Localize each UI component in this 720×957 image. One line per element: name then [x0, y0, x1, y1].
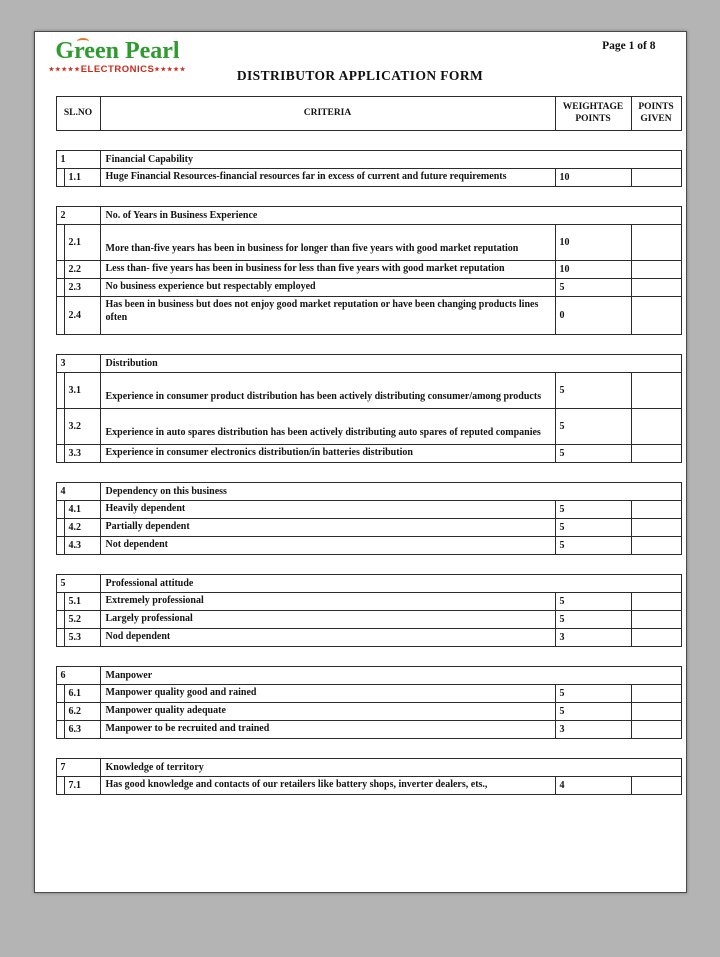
row-spacer-cell — [56, 685, 64, 703]
row-points-cell — [631, 721, 681, 739]
row-weightage: 10 — [555, 169, 631, 187]
row-spacer-cell — [56, 703, 64, 721]
criteria-row — [56, 519, 681, 537]
row-points-cell — [631, 685, 681, 703]
criteria-row — [56, 445, 681, 463]
row-spacer-cell — [56, 225, 64, 261]
row-spacer-cell — [56, 445, 64, 463]
row-points-cell — [631, 225, 681, 261]
stars-right-icon: ★★★★★ — [154, 67, 187, 73]
row-weightage: 5 — [555, 537, 631, 555]
document-page — [34, 31, 687, 893]
row-criteria: No business experience but respectably employed — [100, 279, 555, 297]
row-weightage: 3 — [555, 629, 631, 647]
criteria-row — [56, 721, 681, 739]
row-weightage: 10 — [555, 261, 631, 279]
criteria-row — [56, 537, 681, 555]
section-number: 2 — [56, 207, 100, 225]
row-criteria: Nod dependent — [100, 629, 555, 647]
row-weightage: 5 — [555, 685, 631, 703]
row-criteria: Not dependent — [100, 537, 555, 555]
criteria-row — [56, 703, 681, 721]
criteria-row — [56, 685, 681, 703]
form-title: DISTRIBUTOR APPLICATION FORM — [236, 68, 484, 83]
row-weightage: 5 — [555, 279, 631, 297]
row-criteria: Experience in consumer electronics distribution/in batteries distribution — [100, 445, 555, 463]
criteria-row — [56, 297, 681, 335]
section-table — [56, 354, 682, 463]
row-weightage: 4 — [555, 777, 631, 795]
row-spacer-cell — [56, 519, 64, 537]
section-table — [56, 574, 682, 647]
row-spacer-cell — [56, 629, 64, 647]
criteria-row — [56, 777, 681, 795]
section-number: 7 — [56, 759, 100, 777]
logo-text: Green Pearl — [55, 38, 180, 64]
row-points-cell — [631, 373, 681, 409]
row-number: 3.3 — [64, 445, 100, 463]
section-title: No. of Years in Business Experience — [100, 207, 681, 225]
section-table — [56, 482, 682, 555]
row-criteria: Manpower quality adequate — [100, 703, 555, 721]
row-criteria: Heavily dependent — [100, 501, 555, 519]
row-criteria: Has been in business but does not enjoy good market reputation or have been changing products lines often — [100, 297, 555, 335]
row-points-cell — [631, 629, 681, 647]
row-number: 5.1 — [64, 593, 100, 611]
row-spacer-cell — [56, 537, 64, 555]
row-number: 3.1 — [64, 373, 100, 409]
row-spacer-cell — [56, 261, 64, 279]
row-number: 5.2 — [64, 611, 100, 629]
row-weightage: 10 — [555, 225, 631, 261]
row-spacer-cell — [56, 169, 64, 187]
section-header-row — [56, 151, 681, 169]
row-number: 5.3 — [64, 629, 100, 647]
sections — [56, 150, 679, 795]
row-weightage: 0 — [555, 297, 631, 335]
criteria-row — [56, 279, 681, 297]
section-table — [56, 150, 682, 187]
row-weightage: 5 — [555, 593, 631, 611]
row-weightage: 5 — [555, 703, 631, 721]
section-title: Dependency on this business — [100, 483, 681, 501]
row-spacer-cell — [56, 501, 64, 519]
row-criteria: Extremely professional — [100, 593, 555, 611]
criteria-row — [56, 611, 681, 629]
logo-subtitle-text: ELECTRONICS — [80, 64, 155, 75]
section-number: 6 — [56, 667, 100, 685]
row-number: 4.2 — [64, 519, 100, 537]
header-slno: SL.NO — [56, 97, 100, 131]
section-table — [56, 758, 682, 795]
row-points-cell — [631, 611, 681, 629]
row-spacer-cell — [56, 777, 64, 795]
header-row — [56, 97, 681, 131]
stars-left-icon: ★★★★★ — [48, 67, 81, 73]
row-spacer-cell — [56, 297, 64, 335]
row-criteria: Manpower to be recruited and trained — [100, 721, 555, 739]
row-number: 2.4 — [64, 297, 100, 335]
row-points-cell — [631, 777, 681, 795]
row-weightage: 5 — [555, 373, 631, 409]
section-title: Knowledge of territory — [100, 759, 681, 777]
row-number: 2.1 — [64, 225, 100, 261]
row-points-cell — [631, 409, 681, 445]
row-points-cell — [631, 501, 681, 519]
row-criteria: More than-five years has been in business for longer than five years with good market reputation — [100, 225, 555, 261]
row-points-cell — [631, 519, 681, 537]
section-header-row — [56, 207, 681, 225]
row-number: 4.1 — [64, 501, 100, 519]
section-title: Professional attitude — [100, 575, 681, 593]
header-points-given: POINTS GIVEN — [631, 97, 681, 131]
tables-area — [56, 96, 679, 795]
row-number: 4.3 — [64, 537, 100, 555]
row-spacer-cell — [56, 611, 64, 629]
section-header-row — [56, 667, 681, 685]
row-spacer-cell — [56, 279, 64, 297]
row-points-cell — [631, 261, 681, 279]
criteria-row — [56, 629, 681, 647]
section-header-row — [56, 575, 681, 593]
row-number: 7.1 — [64, 777, 100, 795]
row-criteria: Experience in consumer product distribution has been actively distributing consumer/among products — [100, 373, 555, 409]
row-points-cell — [631, 703, 681, 721]
row-number: 6.1 — [64, 685, 100, 703]
row-spacer-cell — [56, 593, 64, 611]
criteria-row — [56, 593, 681, 611]
row-points-cell — [631, 297, 681, 335]
row-number: 2.2 — [64, 261, 100, 279]
section-header-row — [56, 483, 681, 501]
section-number: 5 — [56, 575, 100, 593]
criteria-row — [56, 409, 681, 445]
row-spacer-cell — [56, 373, 64, 409]
section-number: 4 — [56, 483, 100, 501]
criteria-row — [56, 501, 681, 519]
row-number: 6.3 — [64, 721, 100, 739]
row-points-cell — [631, 537, 681, 555]
row-criteria: Has good knowledge and contacts of our retailers like battery shops, inverter dealers, ets., — [100, 777, 555, 795]
row-number: 3.2 — [64, 409, 100, 445]
row-weightage: 5 — [555, 501, 631, 519]
section-title: Distribution — [100, 355, 681, 373]
row-criteria: Less than- five years has been in business for less than five years with good market reputation — [100, 261, 555, 279]
logo — [43, 39, 193, 75]
row-criteria: Huge Financial Resources-financial resources far in excess of current and future requirements — [100, 169, 555, 187]
row-criteria: Largely professional — [100, 611, 555, 629]
criteria-row — [56, 225, 681, 261]
row-points-cell — [631, 169, 681, 187]
section-title: Financial Capability — [100, 151, 681, 169]
section-title: Manpower — [100, 667, 681, 685]
row-number: 2.3 — [64, 279, 100, 297]
section-header-row — [56, 759, 681, 777]
row-points-cell — [631, 279, 681, 297]
row-weightage: 5 — [555, 611, 631, 629]
criteria-row — [56, 373, 681, 409]
row-weightage: 3 — [555, 721, 631, 739]
header-criteria: CRITERIA — [100, 97, 555, 131]
row-number: 1.1 — [64, 169, 100, 187]
section-number: 1 — [56, 151, 100, 169]
page-number: Page 1 of 8 — [602, 40, 656, 52]
row-spacer-cell — [56, 721, 64, 739]
row-points-cell — [631, 445, 681, 463]
criteria-row — [56, 169, 681, 187]
row-criteria: Partially dependent — [100, 519, 555, 537]
row-points-cell — [631, 593, 681, 611]
score-table-header — [56, 96, 682, 131]
row-weightage: 5 — [555, 409, 631, 445]
row-number: 6.2 — [64, 703, 100, 721]
logo-subtitle — [43, 64, 193, 75]
row-criteria: Experience in auto spares distribution has been actively distributing auto spares of reputed companies — [100, 409, 555, 445]
row-criteria: Manpower quality good and rained — [100, 685, 555, 703]
section-table — [56, 206, 682, 335]
section-header-row — [56, 355, 681, 373]
row-weightage: 5 — [555, 445, 631, 463]
logo-leaf-accent-icon — [77, 38, 89, 45]
row-weightage: 5 — [555, 519, 631, 537]
section-table — [56, 666, 682, 739]
row-spacer-cell — [56, 409, 64, 445]
section-number: 3 — [56, 355, 100, 373]
header-weightage: WEIGHTAGE POINTS — [555, 97, 631, 131]
criteria-row — [56, 261, 681, 279]
